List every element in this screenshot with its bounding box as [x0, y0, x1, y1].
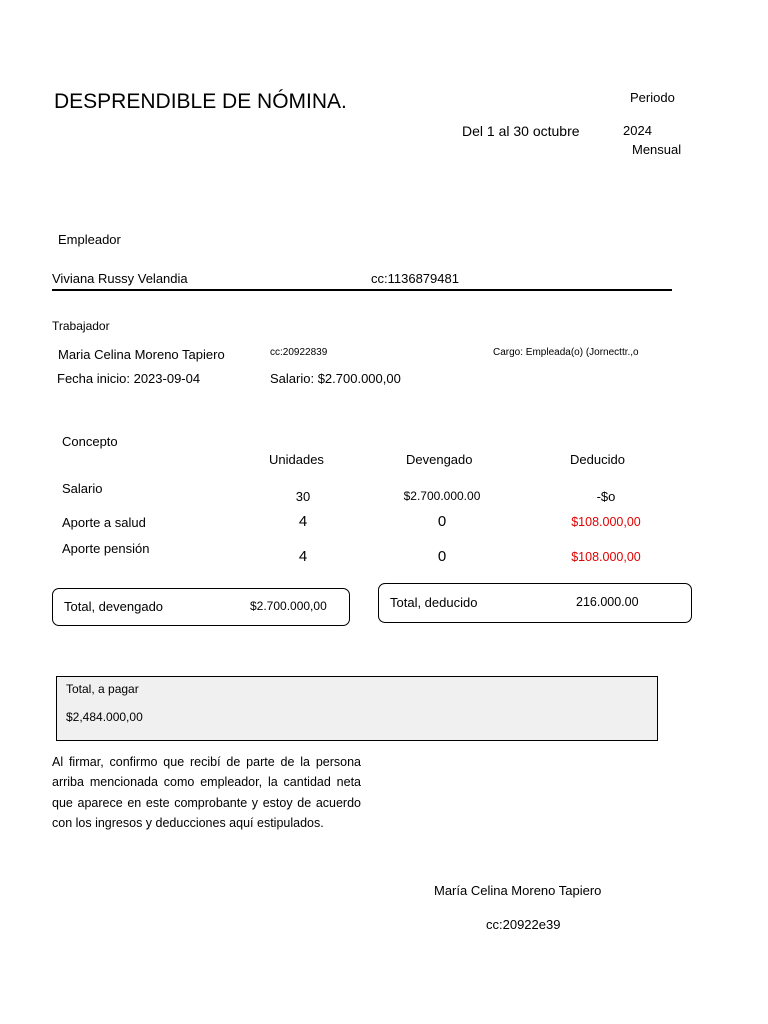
- empleador-divider: [52, 289, 672, 291]
- total-devengado-label: Total, devengado: [64, 599, 164, 614]
- document-title: DESPRENDIBLE DE NÓMINA.: [54, 90, 347, 113]
- trabajador-fecha-inicio: Fecha inicio: 2023-09-04: [57, 371, 201, 386]
- total-deducido-value: 216.000.00: [576, 595, 639, 609]
- periodo-label: Periodo: [630, 90, 675, 105]
- total-devengado-value: $2.700.000,00: [250, 599, 327, 613]
- row-salud-unidades: 4: [298, 513, 308, 530]
- trabajador-label: Trabajador: [52, 319, 110, 333]
- trabajador-name: Maria Celina Moreno Tapiero: [58, 347, 225, 362]
- row-pension-unidades: 4: [298, 548, 308, 565]
- trabajador-cc: cc:20922839: [270, 347, 328, 358]
- header-devengado: Devengado: [406, 452, 473, 467]
- total-deducido-box: [378, 583, 692, 623]
- row-salario-unidades: 30: [295, 489, 311, 504]
- signature-cc: cc:20922e39: [486, 917, 561, 932]
- confirmation-text: Al firmar, confirmo que recibí de parte de la persona arriba mencionada como empleador, la cantidad neta que aparece en este comprobante y estoy de acuerdo con los ingresos y deducciones aquí estipulados.: [52, 755, 361, 830]
- row-salud-devengado: 0: [437, 513, 447, 530]
- empleador-name: Viviana Russy Velandia: [52, 271, 188, 286]
- trabajador-salario: Salario: $2.700.000,00: [270, 371, 401, 386]
- row-salud-concepto: Aporte a salud: [62, 515, 146, 530]
- periodo-type: Mensual: [632, 142, 682, 157]
- row-salario-deducido: -$o: [596, 489, 616, 504]
- trabajador-cargo: Cargo: Empleada(o) (Jornecttr.,o: [493, 347, 639, 358]
- empleador-label: Empleador: [58, 232, 121, 247]
- total-a-pagar-value: $2,484.000,00: [66, 710, 143, 724]
- header-concepto: Concepto: [62, 434, 118, 449]
- periodo-year: 2024: [623, 123, 652, 138]
- total-devengado-box: [52, 588, 350, 626]
- row-pension-deducido: $108.000,00: [571, 550, 641, 564]
- empleador-cc: cc:1136879481: [371, 271, 459, 286]
- row-salario-concepto: Salario: [62, 481, 103, 496]
- header-unidades: Unidades: [269, 452, 324, 467]
- total-deducido-label: Total, deducido: [390, 595, 478, 610]
- total-a-pagar-label: Total, a pagar: [66, 682, 139, 696]
- row-salud-deducido: $108.000,00: [571, 515, 641, 529]
- signature-name: María Celina Moreno Tapiero: [434, 883, 602, 898]
- row-pension-concepto: Aporte pensión: [62, 541, 150, 556]
- periodo-range: Del 1 al 30 octubre: [462, 123, 580, 139]
- header-deducido: Deducido: [570, 452, 625, 467]
- row-salario-devengado: $2.700.000.00: [403, 489, 481, 503]
- row-pension-devengado: 0: [437, 548, 447, 565]
- total-a-pagar-box: [56, 676, 658, 741]
